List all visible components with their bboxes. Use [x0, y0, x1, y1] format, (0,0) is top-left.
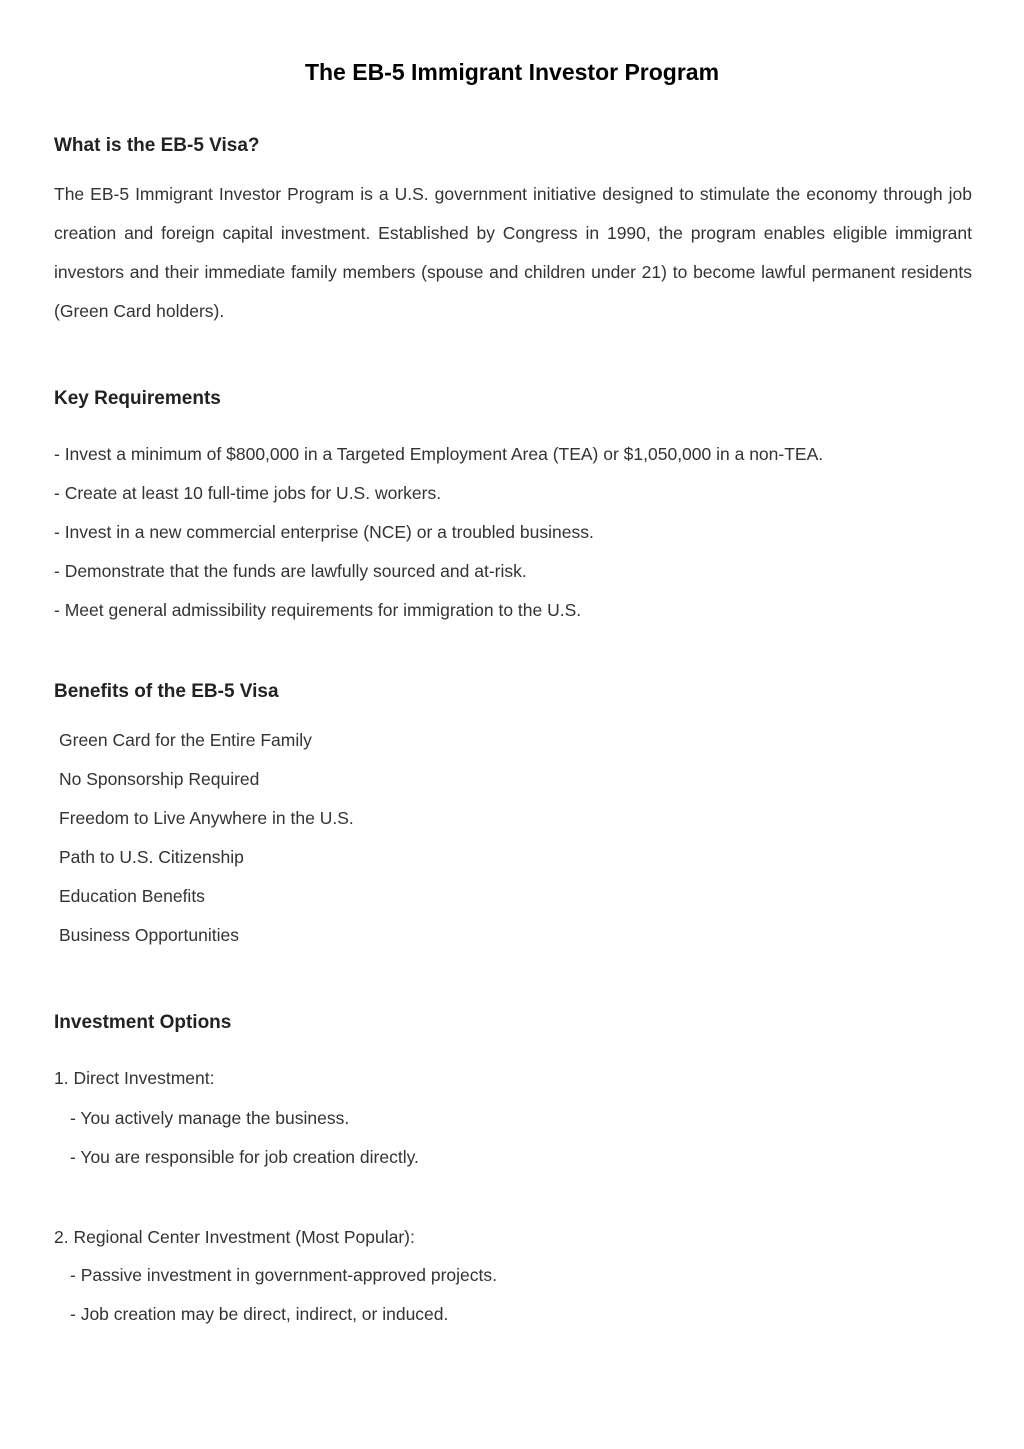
investment-option-title: 2. Regional Center Investment (Most Popular):: [54, 1227, 415, 1247]
requirement-item: - Demonstrate that the funds are lawfully sourced and at-risk.: [54, 561, 527, 581]
investment-option-point: - Job creation may be direct, indirect, or induced.: [70, 1304, 449, 1324]
benefit-item: Freedom to Live Anywhere in the U.S.: [59, 808, 354, 828]
benefit-item: Business Opportunities: [59, 925, 239, 945]
document-title: The EB-5 Immigrant Investor Program: [304, 59, 720, 85]
what-is-paragraph: The EB-5 Immigrant Investor Program is a U.S. government initiative designed to stimulate the economy through job creation and foreign capital investment. Established by Congress in 1990, the program enables eligible immigrant investors and their immediate family members (spouse and children under 21) to become lawful permanent residents (Green Card holders).: [54, 184, 972, 321]
section-heading-benefits: Benefits of the EB-5 Visa: [54, 681, 279, 702]
investment-option-point: - You are responsible for job creation directly.: [70, 1147, 419, 1167]
investment-option-title: 1. Direct Investment:: [54, 1068, 215, 1088]
benefit-item: Path to U.S. Citizenship: [59, 847, 244, 867]
requirement-item: - Invest in a new commercial enterprise (NCE) or a troubled business.: [54, 522, 594, 542]
benefit-item: Education Benefits: [59, 886, 205, 906]
benefit-item: No Sponsorship Required: [59, 769, 260, 789]
requirement-item: - Meet general admissibility requirements for immigration to the U.S.: [54, 600, 582, 620]
benefit-item: Green Card for the Entire Family: [59, 730, 312, 750]
section-heading-what-is: What is the EB-5 Visa?: [54, 135, 260, 156]
section-heading-investment-options: Investment Options: [54, 1012, 232, 1033]
investment-option-point: - Passive investment in government-approved projects.: [70, 1265, 498, 1285]
section-heading-requirements: Key Requirements: [54, 388, 221, 409]
requirement-item: - Create at least 10 full-time jobs for U.S. workers.: [54, 483, 442, 503]
requirement-item: - Invest a minimum of $800,000 in a Targeted Employment Area (TEA) or $1,050,000 in a non-TEA.: [54, 444, 824, 464]
investment-option-point: - You actively manage the business.: [70, 1108, 350, 1128]
